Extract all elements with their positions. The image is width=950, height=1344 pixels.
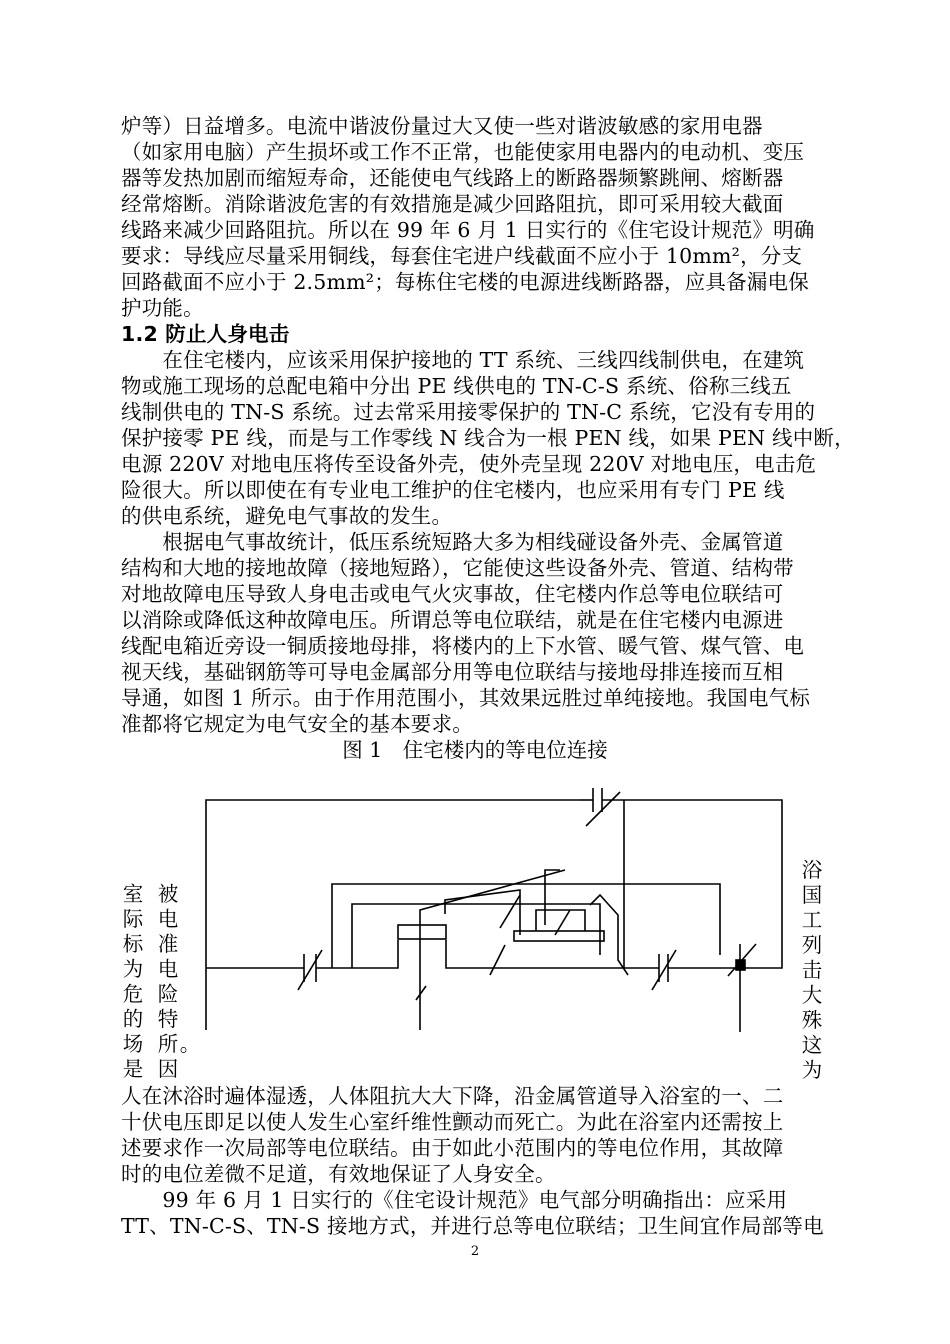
text-line: 时的电位差微不足道，有效地保证了人身安全。	[121, 1162, 556, 1186]
text-line: 要求：导线应尽量采用铜线，每套住宅进户线截面不应小于 10mm²，分支	[121, 244, 803, 268]
text-line: 以消除或降低这种故障电压。所谓总等电位联结，就是在住宅楼内电源进	[121, 608, 784, 632]
text-line: 结构和大地的接地故障（接地短路），它能使这些设备外壳、管道、结构带	[121, 556, 794, 580]
text-line: 回路截面不应小于 2.5mm²；每栋住宅楼的电源进线断路器，应具备漏电保	[121, 270, 809, 294]
section-heading: 1.2 防止人身电击	[121, 322, 290, 346]
text-line: 99 年 6 月 1 日实行的《住宅设计规范》电气部分明确指出：应采用	[121, 1188, 788, 1212]
text-line: 线制供电的 TN-S 系统。过去常采用接零保护的 TN-C 系统，它没有专用的	[121, 400, 816, 424]
text-line: 人在沐浴时遍体湿透，人体阻抗大大下降，沿金属管道导入浴室的一、二	[121, 1084, 784, 1108]
page-number: 2	[470, 1244, 480, 1259]
text-line: 十伏电压即足以使人发生心室纤维性颤动而死亡。为此在浴室内还需按上	[121, 1110, 784, 1134]
text-line: 险很大。所以即使在有专业电工维护的住宅楼内，也应采用有专门 PE 线	[121, 478, 785, 502]
text-line: 的供电系统，避免电气事故的发生。	[121, 504, 453, 528]
text-line: 视天线，基础钢筋等可导电金属部分用等电位联结与接地母排连接而互相	[121, 660, 784, 684]
pipe-cross-mark	[586, 792, 620, 826]
text-line: 根据电气事故统计，低压系统短路大多为相线碰设备外壳、金属管道	[121, 530, 784, 554]
vertical-text-punct: 。	[179, 1032, 201, 1056]
text-line: 导通，如图 1 所示。由于作用范围小，其效果远胜过单纯接地。我国电气标	[121, 686, 811, 710]
text-line: 线配电箱近旁设一铜质接地母排，将楼内的上下水管、暖气管、煤气管、电	[121, 634, 805, 658]
text-line: 经常熔断。消除谐波危害的有效措施是减少回路阻抗，即可采用较大截面	[121, 192, 784, 216]
text-line: 准都将它规定为电气安全的基本要求。	[121, 712, 473, 736]
pipe-cross-mark	[652, 950, 676, 990]
text-line: 在住宅楼内，应该采用保护接地的 TT 系统、三线四线制供电，在建筑	[121, 348, 805, 372]
text-line: 线路来减少回路阻抗。所以在 99 年 6 月 1 日实行的《住宅设计规范》明确	[121, 218, 815, 242]
text-line: 器等发热加剧而缩短寿命，还能使电气线路上的断路器频繁跳闸、熔断器	[121, 166, 784, 190]
text-line: 炉等）日益增多。电流中谐波份量过大又使一些对谐波敏感的家用电器	[121, 114, 763, 138]
ground-busbar	[514, 931, 604, 941]
pipe-cross-mark	[298, 950, 322, 990]
text-line: 述要求作一次局部等电位联结。由于如此小范围内的等电位作用，其故障	[121, 1136, 784, 1160]
text-line: 物或施工现场的总配电箱中分出 PE 线供电的 TN-C-S 系统、俗称三线五	[121, 374, 792, 398]
text-line: 保护接零 PE 线，而是与工作零线 N 线合为一根 PEN 线，如果 PEN 线中断，	[121, 426, 855, 450]
figure-caption: 图 1 住宅楼内的等电位连接	[342, 738, 608, 762]
vertical-text-right: 浴 国 工 列 击 大 殊 这 为	[801, 858, 823, 1082]
vertical-text-left-2: 被 电 准 电 险 特 所 因	[157, 882, 179, 1081]
vertical-text-left-1: 室 际 标 为 危 的 场 是	[122, 882, 144, 1081]
diagram-frame-line	[206, 800, 580, 1030]
pipe-cross-mark	[728, 944, 756, 976]
diagram-line	[332, 884, 720, 968]
box-component	[398, 925, 446, 939]
text-line: 电源 220V 对地电压将传至设备外壳，使外壳呈现 220V 对地电压，电击危	[121, 452, 817, 476]
text-line: 护功能。	[121, 296, 204, 320]
text-line: TT、TN-C-S、TN-S 接地方式，并进行总等电位联结；卫生间宜作局部等电	[121, 1214, 824, 1238]
text-line: 对地故障电压导致人身电击或电气火灾事故，住宅楼内作总等电位联结可	[121, 582, 784, 606]
text-line: （如家用电脑）产生损坏或工作不正常，也能使家用电器内的电动机、变压	[121, 140, 805, 164]
